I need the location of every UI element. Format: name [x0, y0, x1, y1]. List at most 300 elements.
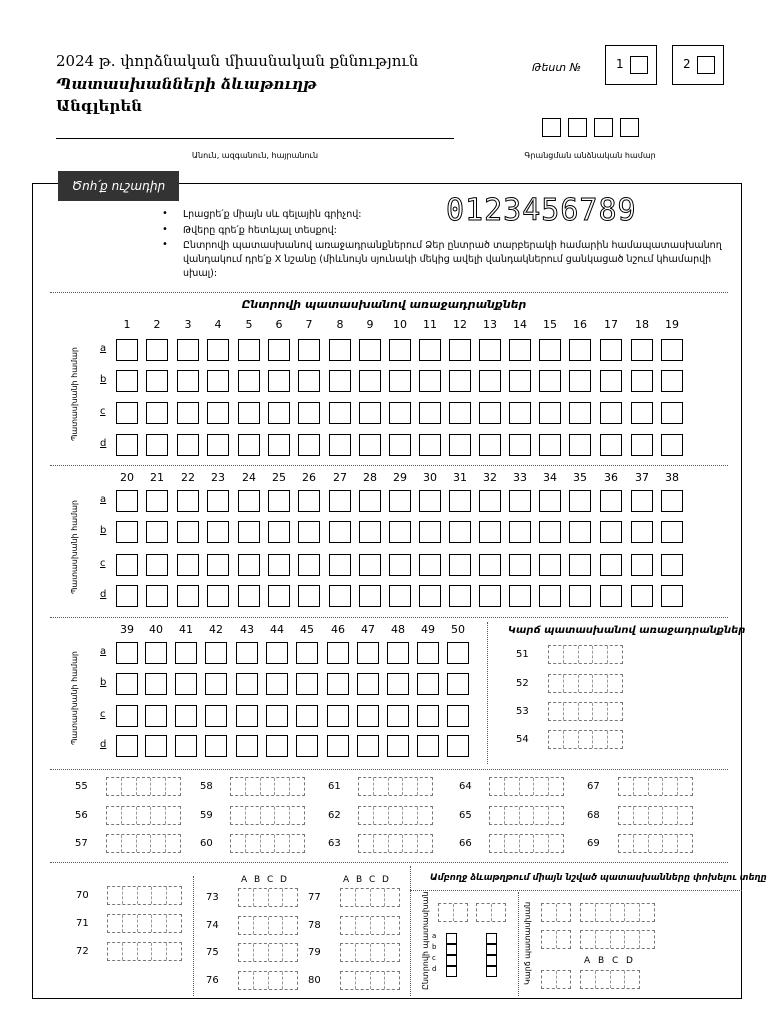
answer-box-c[interactable] [329, 554, 351, 576]
digit-cell[interactable] [608, 646, 622, 663]
answer-box-b[interactable] [447, 673, 469, 695]
correction-checkbox[interactable] [486, 944, 497, 955]
short-answer-box[interactable] [238, 971, 298, 990]
answer-box-c[interactable] [298, 402, 320, 424]
digit-cell[interactable] [649, 778, 664, 795]
digit-cell[interactable] [678, 835, 692, 852]
answer-box-b[interactable] [417, 673, 439, 695]
digit-cell[interactable] [534, 807, 549, 824]
short-answer-box[interactable] [358, 834, 433, 853]
answer-box-a[interactable] [298, 339, 320, 361]
answer-box-c[interactable] [661, 402, 683, 424]
answer-box-d[interactable] [661, 434, 683, 456]
short-answer-box[interactable] [476, 903, 506, 922]
digit-cell[interactable] [619, 778, 634, 795]
answer-box-b[interactable] [146, 370, 168, 392]
digit-cell[interactable] [231, 835, 246, 852]
answer-box-a[interactable] [509, 490, 531, 512]
digit-cell[interactable] [374, 807, 389, 824]
answer-box-d[interactable] [539, 434, 561, 456]
short-answer-box[interactable] [107, 886, 182, 905]
answer-box-d[interactable] [509, 434, 531, 456]
digit-cell[interactable] [261, 807, 276, 824]
answer-box-a[interactable] [539, 490, 561, 512]
answer-box-b[interactable] [539, 521, 561, 543]
short-answer-box[interactable] [580, 903, 655, 922]
digit-cell[interactable] [123, 943, 138, 960]
digit-cell[interactable] [275, 778, 290, 795]
digit-cell[interactable] [542, 931, 557, 948]
digit-cell[interactable] [283, 917, 297, 934]
digit-cell[interactable] [385, 917, 399, 934]
answer-box-d[interactable] [600, 585, 622, 607]
answer-box-d[interactable] [329, 434, 351, 456]
digit-cell[interactable] [166, 807, 180, 824]
digit-cell[interactable] [549, 835, 563, 852]
short-answer-box[interactable] [438, 903, 468, 922]
digit-cell[interactable] [167, 943, 181, 960]
digit-cell[interactable] [549, 646, 564, 663]
digit-cell[interactable] [341, 944, 356, 961]
answer-box-b[interactable] [509, 521, 531, 543]
answer-box-b[interactable] [177, 521, 199, 543]
digit-cell[interactable] [403, 835, 418, 852]
variant-1-box[interactable] [605, 45, 657, 85]
digit-cell[interactable] [359, 778, 374, 795]
digit-cell[interactable] [283, 972, 297, 989]
answer-box-c[interactable] [569, 554, 591, 576]
answer-box-a[interactable] [177, 339, 199, 361]
short-answer-box[interactable] [580, 970, 640, 989]
digit-cell[interactable] [596, 904, 611, 921]
digit-cell[interactable] [138, 915, 153, 932]
answer-box-a[interactable] [116, 339, 138, 361]
digit-cell[interactable] [356, 944, 371, 961]
short-answer-box[interactable] [548, 674, 623, 693]
answer-box-d[interactable] [359, 585, 381, 607]
answer-box-d[interactable] [146, 585, 168, 607]
answer-box-a[interactable] [116, 642, 138, 664]
digit-cell[interactable] [593, 646, 608, 663]
digit-cell[interactable] [290, 807, 304, 824]
answer-box-b[interactable] [569, 370, 591, 392]
answer-box-a[interactable] [357, 642, 379, 664]
answer-box-a[interactable] [389, 339, 411, 361]
answer-box-d[interactable] [116, 585, 138, 607]
digit-cell[interactable] [505, 835, 520, 852]
short-answer-box[interactable] [580, 930, 655, 949]
answer-box-b[interactable] [298, 370, 320, 392]
digit-cell[interactable] [418, 778, 432, 795]
answer-box-b[interactable] [296, 673, 318, 695]
digit-cell[interactable] [634, 778, 649, 795]
digit-cell[interactable] [151, 835, 166, 852]
short-answer-box[interactable] [618, 777, 693, 796]
digit-cell[interactable] [254, 944, 269, 961]
answer-box-c[interactable] [357, 705, 379, 727]
answer-box-a[interactable] [661, 339, 683, 361]
answer-box-d[interactable] [268, 434, 290, 456]
answer-box-a[interactable] [266, 642, 288, 664]
digit-cell[interactable] [564, 731, 579, 748]
answer-box-b[interactable] [569, 521, 591, 543]
answer-box-c[interactable] [417, 705, 439, 727]
answer-box-b[interactable] [329, 521, 351, 543]
digit-cell[interactable] [534, 778, 549, 795]
short-answer-box[interactable] [340, 971, 400, 990]
answer-box-c[interactable] [236, 705, 258, 727]
digit-cell[interactable] [403, 778, 418, 795]
short-answer-box[interactable] [340, 943, 400, 962]
answer-box-b[interactable] [479, 370, 501, 392]
short-answer-box[interactable] [489, 777, 564, 796]
digit-cell[interactable] [579, 646, 594, 663]
answer-box-d[interactable] [419, 434, 441, 456]
answer-box-d[interactable] [116, 735, 138, 757]
digit-cell[interactable] [593, 675, 608, 692]
answer-box-c[interactable] [447, 705, 469, 727]
digit-cell[interactable] [371, 972, 386, 989]
answer-box-d[interactable] [447, 735, 469, 757]
answer-box-c[interactable] [296, 705, 318, 727]
answer-box-c[interactable] [116, 554, 138, 576]
short-answer-box[interactable] [548, 645, 623, 664]
digit-cell[interactable] [418, 835, 432, 852]
answer-box-b[interactable] [116, 673, 138, 695]
id-digit-box[interactable] [594, 118, 613, 137]
digit-cell[interactable] [152, 887, 167, 904]
digit-cell[interactable] [152, 943, 167, 960]
digit-cell[interactable] [167, 887, 181, 904]
digit-cell[interactable] [608, 675, 622, 692]
answer-box-b[interactable] [177, 370, 199, 392]
answer-box-c[interactable] [449, 402, 471, 424]
digit-cell[interactable] [520, 807, 535, 824]
answer-box-a[interactable] [329, 490, 351, 512]
digit-cell[interactable] [520, 835, 535, 852]
correction-checkbox[interactable] [446, 933, 457, 944]
answer-box-d[interactable] [177, 434, 199, 456]
digit-cell[interactable] [534, 835, 549, 852]
answer-box-a[interactable] [449, 339, 471, 361]
short-answer-box[interactable] [618, 834, 693, 853]
answer-box-a[interactable] [631, 339, 653, 361]
answer-box-d[interactable] [266, 735, 288, 757]
answer-box-d[interactable] [268, 585, 290, 607]
answer-box-b[interactable] [175, 673, 197, 695]
digit-cell[interactable] [557, 904, 571, 921]
answer-box-a[interactable] [146, 490, 168, 512]
digit-cell[interactable] [254, 889, 269, 906]
digit-cell[interactable] [640, 904, 654, 921]
digit-cell[interactable] [389, 778, 404, 795]
short-answer-box[interactable] [358, 806, 433, 825]
digit-cell[interactable] [640, 931, 654, 948]
answer-box-c[interactable] [387, 705, 409, 727]
answer-box-c[interactable] [449, 554, 471, 576]
digit-cell[interactable] [123, 915, 138, 932]
answer-box-c[interactable] [539, 402, 561, 424]
answer-box-b[interactable] [479, 521, 501, 543]
id-digit-box[interactable] [568, 118, 587, 137]
answer-box-a[interactable] [631, 490, 653, 512]
digit-cell[interactable] [634, 807, 649, 824]
digit-cell[interactable] [107, 778, 122, 795]
digit-cell[interactable] [290, 835, 304, 852]
digit-cell[interactable] [122, 778, 137, 795]
answer-box-a[interactable] [539, 339, 561, 361]
digit-cell[interactable] [678, 778, 692, 795]
id-digit-box[interactable] [620, 118, 639, 137]
answer-box-a[interactable] [116, 490, 138, 512]
answer-box-a[interactable] [298, 490, 320, 512]
digit-cell[interactable] [246, 807, 261, 824]
answer-box-b[interactable] [449, 370, 471, 392]
answer-box-b[interactable] [207, 370, 229, 392]
short-answer-box[interactable] [489, 834, 564, 853]
answer-box-b[interactable] [419, 521, 441, 543]
digit-cell[interactable] [593, 731, 608, 748]
digit-cell[interactable] [477, 904, 492, 921]
answer-box-b[interactable] [236, 673, 258, 695]
answer-box-d[interactable] [298, 585, 320, 607]
answer-box-d[interactable] [146, 434, 168, 456]
digit-cell[interactable] [385, 944, 399, 961]
answer-box-d[interactable] [329, 585, 351, 607]
digit-cell[interactable] [542, 904, 557, 921]
answer-box-c[interactable] [177, 402, 199, 424]
answer-box-c[interactable] [419, 402, 441, 424]
answer-box-b[interactable] [539, 370, 561, 392]
digit-cell[interactable] [138, 887, 153, 904]
correction-checkbox[interactable] [486, 933, 497, 944]
digit-cell[interactable] [596, 971, 611, 988]
short-answer-box[interactable] [230, 834, 305, 853]
digit-cell[interactable] [625, 971, 639, 988]
answer-box-a[interactable] [177, 490, 199, 512]
digit-cell[interactable] [418, 807, 432, 824]
answer-box-c[interactable] [539, 554, 561, 576]
digit-cell[interactable] [275, 835, 290, 852]
short-answer-box[interactable] [107, 942, 182, 961]
short-answer-box[interactable] [230, 806, 305, 825]
digit-cell[interactable] [166, 835, 180, 852]
digit-cell[interactable] [283, 889, 297, 906]
digit-cell[interactable] [663, 835, 678, 852]
digit-cell[interactable] [107, 807, 122, 824]
answer-box-b[interactable] [661, 521, 683, 543]
answer-box-c[interactable] [298, 554, 320, 576]
answer-box-b[interactable] [266, 673, 288, 695]
answer-box-d[interactable] [449, 434, 471, 456]
answer-box-c[interactable] [146, 402, 168, 424]
answer-box-d[interactable] [417, 735, 439, 757]
answer-box-a[interactable] [661, 490, 683, 512]
short-answer-box[interactable] [238, 888, 298, 907]
digit-cell[interactable] [505, 778, 520, 795]
answer-box-b[interactable] [238, 370, 260, 392]
answer-box-a[interactable] [389, 490, 411, 512]
answer-box-b[interactable] [205, 673, 227, 695]
digit-cell[interactable] [151, 778, 166, 795]
correction-checkbox[interactable] [446, 944, 457, 955]
digit-cell[interactable] [261, 778, 276, 795]
answer-box-b[interactable] [419, 370, 441, 392]
answer-box-b[interactable] [146, 521, 168, 543]
answer-box-d[interactable] [389, 585, 411, 607]
answer-box-c[interactable] [600, 554, 622, 576]
digit-cell[interactable] [611, 931, 626, 948]
answer-box-a[interactable] [479, 490, 501, 512]
answer-box-b[interactable] [600, 370, 622, 392]
digit-cell[interactable] [137, 778, 152, 795]
answer-box-d[interactable] [449, 585, 471, 607]
answer-box-b[interactable] [631, 370, 653, 392]
digit-cell[interactable] [275, 807, 290, 824]
answer-box-a[interactable] [419, 339, 441, 361]
variant-2-checkbox[interactable] [697, 56, 715, 74]
digit-cell[interactable] [341, 972, 356, 989]
answer-box-a[interactable] [146, 339, 168, 361]
answer-box-d[interactable] [389, 434, 411, 456]
digit-cell[interactable] [579, 731, 594, 748]
digit-cell[interactable] [371, 889, 386, 906]
answer-box-c[interactable] [509, 402, 531, 424]
digit-cell[interactable] [359, 807, 374, 824]
variant-2-box[interactable] [672, 45, 724, 85]
digit-cell[interactable] [581, 904, 596, 921]
correction-checkbox[interactable] [446, 955, 457, 966]
digit-cell[interactable] [389, 807, 404, 824]
answer-box-a[interactable] [387, 642, 409, 664]
answer-box-c[interactable] [238, 554, 260, 576]
digit-cell[interactable] [611, 904, 626, 921]
digit-cell[interactable] [269, 972, 284, 989]
variant-1-checkbox[interactable] [630, 56, 648, 74]
answer-box-c[interactable] [238, 402, 260, 424]
answer-box-a[interactable] [419, 490, 441, 512]
answer-box-c[interactable] [177, 554, 199, 576]
answer-box-d[interactable] [238, 434, 260, 456]
answer-box-c[interactable] [569, 402, 591, 424]
digit-cell[interactable] [356, 889, 371, 906]
short-answer-box[interactable] [238, 916, 298, 935]
short-answer-box[interactable] [489, 806, 564, 825]
answer-box-c[interactable] [116, 402, 138, 424]
answer-box-b[interactable] [357, 673, 379, 695]
digit-cell[interactable] [137, 807, 152, 824]
digit-cell[interactable] [389, 835, 404, 852]
answer-box-c[interactable] [116, 705, 138, 727]
digit-cell[interactable] [239, 917, 254, 934]
digit-cell[interactable] [137, 835, 152, 852]
digit-cell[interactable] [254, 917, 269, 934]
answer-box-a[interactable] [207, 339, 229, 361]
answer-box-c[interactable] [329, 402, 351, 424]
digit-cell[interactable] [490, 807, 505, 824]
digit-cell[interactable] [108, 943, 123, 960]
answer-box-b[interactable] [389, 370, 411, 392]
digit-cell[interactable] [356, 917, 371, 934]
answer-box-d[interactable] [631, 434, 653, 456]
answer-box-c[interactable] [327, 705, 349, 727]
short-answer-box[interactable] [541, 930, 571, 949]
answer-box-a[interactable] [569, 490, 591, 512]
answer-box-c[interactable] [205, 705, 227, 727]
answer-box-d[interactable] [387, 735, 409, 757]
short-answer-box[interactable] [106, 834, 181, 853]
digit-cell[interactable] [371, 944, 386, 961]
correction-checkbox[interactable] [446, 966, 457, 977]
digit-cell[interactable] [341, 917, 356, 934]
digit-cell[interactable] [108, 915, 123, 932]
answer-box-d[interactable] [479, 434, 501, 456]
digit-cell[interactable] [649, 835, 664, 852]
answer-box-d[interactable] [175, 735, 197, 757]
answer-box-a[interactable] [600, 339, 622, 361]
answer-box-c[interactable] [359, 402, 381, 424]
digit-cell[interactable] [549, 807, 563, 824]
answer-box-d[interactable] [207, 585, 229, 607]
answer-box-b[interactable] [631, 521, 653, 543]
answer-box-d[interactable] [359, 434, 381, 456]
digit-cell[interactable] [608, 731, 622, 748]
digit-cell[interactable] [107, 835, 122, 852]
answer-box-b[interactable] [389, 521, 411, 543]
answer-box-b[interactable] [298, 521, 320, 543]
answer-box-c[interactable] [359, 554, 381, 576]
answer-box-b[interactable] [359, 370, 381, 392]
answer-box-d[interactable] [177, 585, 199, 607]
digit-cell[interactable] [564, 703, 579, 720]
short-answer-box[interactable] [238, 943, 298, 962]
digit-cell[interactable] [359, 835, 374, 852]
digit-cell[interactable] [611, 971, 626, 988]
answer-box-d[interactable] [207, 434, 229, 456]
digit-cell[interactable] [549, 675, 564, 692]
digit-cell[interactable] [542, 971, 557, 988]
name-field-line[interactable] [56, 138, 454, 139]
answer-box-c[interactable] [631, 554, 653, 576]
answer-box-c[interactable] [389, 402, 411, 424]
answer-box-a[interactable] [359, 339, 381, 361]
digit-cell[interactable] [385, 972, 399, 989]
answer-box-d[interactable] [236, 735, 258, 757]
digit-cell[interactable] [579, 675, 594, 692]
answer-box-d[interactable] [145, 735, 167, 757]
answer-box-c[interactable] [389, 554, 411, 576]
digit-cell[interactable] [564, 675, 579, 692]
answer-box-b[interactable] [327, 673, 349, 695]
digit-cell[interactable] [166, 778, 180, 795]
answer-box-a[interactable] [447, 642, 469, 664]
digit-cell[interactable] [596, 931, 611, 948]
answer-box-b[interactable] [329, 370, 351, 392]
answer-box-a[interactable] [569, 339, 591, 361]
digit-cell[interactable] [608, 703, 622, 720]
short-answer-box[interactable] [358, 777, 433, 796]
answer-box-c[interactable] [600, 402, 622, 424]
answer-box-c[interactable] [479, 402, 501, 424]
short-answer-box[interactable] [106, 777, 181, 796]
answer-box-a[interactable] [207, 490, 229, 512]
digit-cell[interactable] [625, 931, 640, 948]
digit-cell[interactable] [167, 915, 181, 932]
answer-box-a[interactable] [268, 339, 290, 361]
digit-cell[interactable] [261, 835, 276, 852]
answer-box-b[interactable] [268, 370, 290, 392]
digit-cell[interactable] [663, 778, 678, 795]
